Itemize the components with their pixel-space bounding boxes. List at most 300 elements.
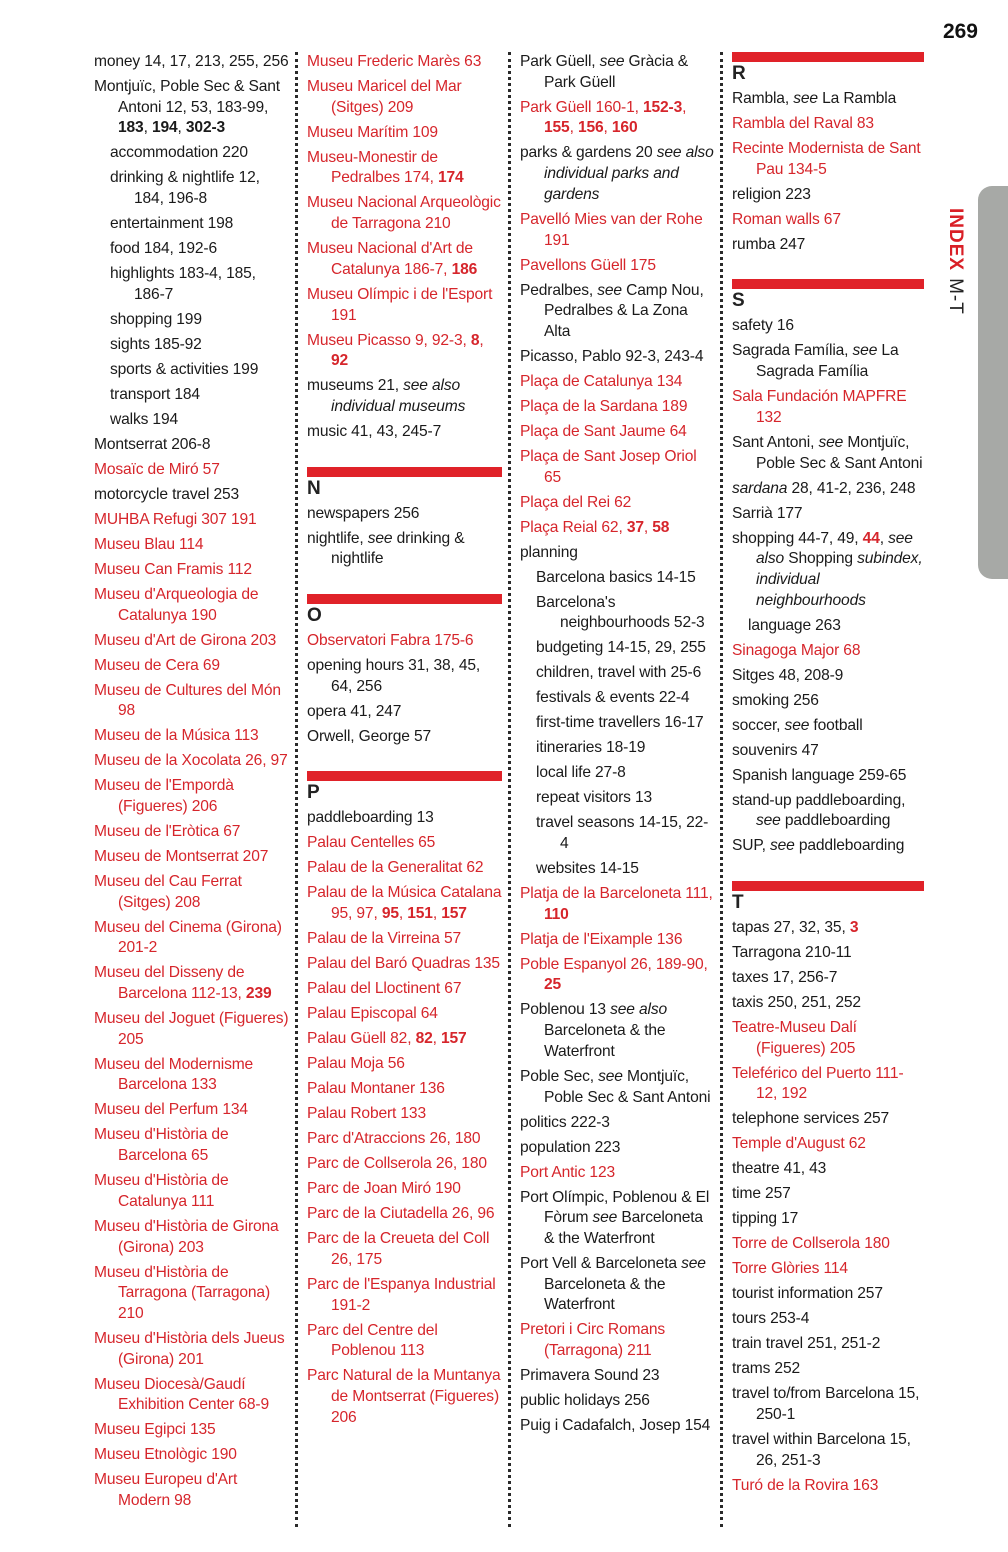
index-entry [520, 1138, 715, 1159]
index-entry [94, 1055, 289, 1096]
entry-text: Barceloneta & the Waterfront [544, 1209, 703, 1247]
entry-text: Sagrada Família, [732, 342, 853, 360]
section-header [732, 279, 924, 313]
index-entry [307, 1154, 502, 1175]
page-ref-bold: 37 [626, 518, 644, 536]
entry-text: Rambla, [732, 90, 794, 107]
entry-text: , [143, 119, 152, 137]
index-subentry [94, 264, 289, 305]
entry-text: Museu Egipci 135 [94, 1421, 216, 1439]
entry-text: Museu d'Història de Catalunya 111 [94, 1172, 229, 1210]
page-ref-bold: 186 [451, 260, 478, 278]
page-ref-bold: 155 [544, 119, 570, 137]
index-entry [520, 1000, 715, 1062]
entry-text: 183 [118, 119, 144, 137]
entry-text: Museu Blau 114 [94, 535, 204, 553]
index-entry [732, 641, 924, 662]
entry-text: trams 252 [732, 1360, 800, 1378]
index-entry [94, 460, 289, 481]
index-entry [94, 776, 289, 817]
column-divider [295, 52, 298, 1527]
entry-text: travel seasons 14-15, 22-4 [536, 814, 709, 853]
index-subentry [520, 663, 715, 684]
entry-text: Parc de l'Espanya Industrial 191-2 [307, 1275, 496, 1314]
entry-text: museums 21, [307, 377, 404, 395]
entry-text: see [784, 716, 810, 734]
entry-text: Montjuïc, Poble Sec & Sant Antoni 12, 53, 183-99, [94, 78, 280, 116]
index-entry [732, 791, 924, 832]
entry-text: Teleférico del Puerto 111-12, 192 [732, 1064, 904, 1103]
column-divider [508, 52, 511, 1527]
page-ref-bold: 239 [245, 985, 272, 1003]
entry-text: Museu Olímpic i de l'Esport 191 [307, 285, 493, 324]
index-entry [94, 681, 289, 722]
entry-text: Gràcia & Park Güell [544, 53, 689, 91]
index-entry [732, 89, 924, 110]
index-entry [94, 1470, 289, 1511]
index-subentry [94, 360, 289, 381]
index-entry [732, 316, 924, 337]
entry-text: Montserrat 206-8 [94, 435, 211, 453]
entry-text: , [879, 529, 889, 547]
index-entry [520, 143, 715, 205]
index-subentry [520, 688, 715, 709]
index-entry [94, 1375, 289, 1416]
index-entry [732, 993, 924, 1014]
page-number: 269 [942, 20, 978, 43]
entry-text: travel within Barcelona 15, 26, 251-3 [732, 1431, 911, 1469]
entry-text: taxis 250, 251, 252 [732, 994, 861, 1012]
entry-text: , [177, 119, 186, 137]
entry-text: Barceloneta & the Waterfront [544, 1022, 666, 1060]
index-entry [307, 529, 502, 570]
index-entry [307, 285, 502, 326]
index-entry [520, 281, 715, 343]
entry-text: Sitges 48, 208-9 [732, 666, 844, 684]
index-entry [520, 397, 715, 418]
entry-text: websites 14-15 [536, 860, 639, 878]
entry-text: Palau Montaner 136 [307, 1080, 445, 1098]
index-entry [732, 836, 924, 857]
index-entry [307, 883, 502, 924]
entry-text: Museu del Disseny de Barcelona 112-13, [94, 964, 246, 1003]
page-ref-bold: 156 [577, 119, 604, 137]
entry-text: Museu Picasso 9, 92-3, [307, 331, 471, 349]
index-entry [732, 1134, 924, 1155]
index-subentry [94, 310, 289, 331]
index-subentry [520, 813, 715, 854]
index-entry [732, 504, 924, 525]
entry-text: Sant Antoni, [732, 433, 819, 451]
index-entry [94, 1125, 289, 1166]
entry-text: children, travel with 25-6 [536, 664, 702, 682]
index-entry [94, 1217, 289, 1258]
section-rule [732, 52, 924, 62]
entry-text: stand-up paddleboarding, [732, 791, 906, 809]
entry-text: Pavellons Güell 175 [520, 256, 656, 274]
entry-text: Poble Sec, [520, 1067, 599, 1085]
entry-text: Palau Episcopal 64 [307, 1005, 438, 1023]
entry-text: Museu del Cau Ferrat (Sitges) 208 [94, 872, 242, 911]
column-divider [720, 52, 723, 1527]
index-entry [520, 1113, 715, 1134]
entry-text: Primavera Sound 23 [520, 1367, 660, 1385]
entry-text: Museu Etnològic 190 [94, 1446, 237, 1464]
index-entry [307, 1129, 502, 1150]
index-entry [307, 504, 502, 525]
entry-text: Plaça de la Sardana 189 [520, 397, 688, 415]
section-header [307, 467, 502, 501]
entry-text: see [852, 342, 878, 360]
entry-text: Plaça Reial 62, [520, 518, 627, 536]
index-subentry [520, 638, 715, 659]
section-rule [732, 279, 924, 289]
entry-text: Parc del Centre del Poblenou 113 [307, 1321, 438, 1360]
entry-text: see [597, 281, 622, 299]
entry-text: Museu Diocesà/Gaudí Exhibition Center 68-9 [94, 1375, 269, 1414]
entry-text: Park Güell 160-1, [520, 98, 643, 116]
index-entry [520, 256, 715, 277]
entry-text: Museu d'Història de Tarragona (Tarragona) 210 [94, 1263, 271, 1322]
index-subentry [520, 593, 715, 634]
section-header [732, 52, 924, 86]
index-entry [94, 1171, 289, 1212]
entry-text: see [756, 812, 781, 830]
entry-text: , [398, 905, 408, 923]
index-entry [94, 1263, 289, 1325]
index-entry [94, 1329, 289, 1370]
entry-text: planning [520, 543, 578, 561]
entry-text: Museu del Perfum 134 [94, 1101, 248, 1119]
entry-text: Montjuïc, Poble Sec & Sant Antoni [544, 1067, 711, 1106]
index-entry [732, 666, 924, 687]
index-entry [520, 1067, 715, 1108]
entry-text: Park Güell, [520, 53, 600, 70]
page-ref-bold: 151 [407, 905, 433, 923]
entry-text: see also individual parks and gardens [544, 144, 714, 203]
entry-text: La Rambla [817, 90, 897, 107]
entry-text: Tarragona 210-11 [732, 944, 852, 962]
index-subentry [94, 214, 289, 235]
entry-text: Palau Centelles 65 [307, 834, 436, 852]
entry-text: Palau de la Música Catalana 95, 97, [307, 884, 502, 923]
entry-text: sports & activities 199 [110, 360, 259, 378]
entry-text: Parc Natural de la Muntanya de Montserrat (Figueres) 206 [307, 1367, 501, 1426]
entry-text: Museu de Cultures del Món 98 [94, 681, 281, 720]
entry-text: 28, 41-2, 236, 248 [787, 479, 916, 497]
entry-text: sardana [732, 479, 788, 497]
entry-text: La Sagrada Família [756, 342, 899, 381]
index-subentry [94, 143, 289, 164]
index-entry [307, 193, 502, 234]
entry-text: drinking & nightlife [331, 529, 465, 568]
entry-text: tourist information 257 [732, 1285, 883, 1303]
entry-text: see [592, 1209, 618, 1227]
entry-text: Puig i Cadafalch, Josep 154 [520, 1417, 711, 1435]
entry-text: Sarrià 177 [732, 504, 803, 522]
index-entry [307, 1079, 502, 1100]
entry-text: Torre Glòries 114 [732, 1260, 848, 1278]
entry-text: Teatre-Museu Dalí (Figueres) 205 [732, 1019, 857, 1057]
index-entry [520, 1188, 715, 1250]
entry-text: subindex, individual neighbourhoods [756, 550, 923, 609]
index-entry [732, 529, 924, 612]
index-entry [94, 847, 289, 868]
entry-text: Platja de l'Eixample 136 [520, 930, 683, 948]
index-entry [732, 387, 924, 428]
index-entry [307, 1229, 502, 1270]
index-entry [732, 968, 924, 989]
index-entry [520, 955, 715, 996]
index-entry [520, 1320, 715, 1361]
index-entry [732, 1209, 924, 1230]
section-header [732, 881, 924, 915]
index-entry [94, 435, 289, 456]
section-letter: N [307, 477, 321, 499]
entry-text: tours 253-4 [732, 1310, 810, 1328]
entry-text: Museu d'Arqueologia de Catalunya 190 [94, 585, 259, 624]
section-rule [307, 467, 502, 477]
entry-text: Museu del Modernisme Barcelona 133 [94, 1055, 254, 1094]
index-entry [520, 1416, 715, 1437]
entry-text: Palau Moja 56 [307, 1055, 405, 1073]
entry-text: Museu de la Xocolata 26, 97 [94, 752, 288, 770]
index-subentry [520, 738, 715, 759]
entry-text: Parc de Collserola 26, 180 [307, 1155, 487, 1173]
index-entry [307, 1004, 502, 1025]
index-entry [307, 858, 502, 879]
entry-text: paddleboarding 13 [307, 809, 434, 827]
entry-text: smoking 256 [732, 691, 819, 709]
index-entry [520, 1366, 715, 1387]
entry-text: Plaça de Catalunya 134 [520, 372, 683, 390]
section-rule [307, 771, 502, 781]
entry-text: shopping 44-7, 49, [732, 529, 863, 547]
entry-text: Pavelló Mies van der Rohe 191 [520, 210, 703, 249]
index-entry [732, 1384, 924, 1425]
index-subentry [94, 385, 289, 406]
entry-text: Plaça de Sant Jaume 64 [520, 422, 687, 440]
entry-text: parks & gardens 20 [520, 144, 657, 162]
index-entry [732, 139, 924, 180]
index-entry [94, 535, 289, 556]
index-subentry [94, 239, 289, 260]
entry-text: nightlife, [307, 529, 368, 547]
entry-text: drinking & nightlife 12, 184, 196-8 [110, 169, 260, 208]
index-entry [94, 1445, 289, 1466]
entry-text: Palau Güell 82, [307, 1030, 416, 1048]
index-column-3 [520, 52, 715, 1441]
entry-text: itineraries 18-19 [536, 739, 646, 757]
index-entry [307, 422, 502, 443]
entry-text: Platja de la Barceloneta 111, [520, 885, 713, 903]
entry-text: 302-3 [185, 119, 226, 137]
index-entry [307, 808, 502, 829]
entry-text: Torre de Collserola 180 [732, 1235, 890, 1253]
entry-text: theatre 41, 43 [732, 1160, 827, 1178]
page-ref-bold: 25 [544, 976, 562, 994]
entry-text: festivals & events 22-4 [536, 689, 690, 707]
section-header [307, 771, 502, 805]
index-entry [732, 114, 924, 135]
entry-text: see [599, 53, 625, 70]
entry-text: , [603, 119, 612, 137]
side-thumb-tab [978, 186, 1008, 579]
index-label: INDEX [945, 208, 966, 272]
index-entry [94, 52, 289, 73]
index-entry [307, 239, 502, 280]
index-entry [307, 77, 502, 118]
entry-text: safety 16 [732, 317, 794, 335]
entry-text: Museu d'Història de Barcelona 65 [94, 1126, 229, 1165]
index-entry [520, 1254, 715, 1316]
entry-text: Museu de Montserrat 207 [94, 847, 269, 865]
index-entry [520, 543, 715, 564]
entry-text: see also [756, 529, 913, 568]
index-entry [732, 341, 924, 382]
index-entry [307, 702, 502, 723]
entry-text: sights 185-92 [110, 335, 202, 353]
entry-text: repeat visitors 13 [536, 789, 653, 807]
entry-text: SUP, [732, 837, 770, 855]
entry-text: MUHBA Refugi 307 191 [94, 510, 257, 528]
entry-text: Museu Frederic Marès 63 [307, 53, 482, 70]
index-entry [732, 741, 924, 762]
entry-text: Museu Marítim 109 [307, 123, 438, 141]
entry-text: public holidays 256 [520, 1392, 650, 1410]
entry-text: Barceloneta & the Waterfront [544, 1275, 666, 1314]
index-entry [520, 447, 715, 488]
index-entry [307, 656, 502, 697]
entry-text: Museu-Monestir de Pedralbes 174, [307, 148, 438, 187]
entry-text: Palau del Baró Quadras 135 [307, 955, 500, 973]
index-column-2 [307, 52, 502, 1433]
index-entry [732, 1109, 924, 1130]
entry-text: Sinagoga Major 68 [732, 641, 861, 659]
entry-text: Temple d'August 62 [732, 1135, 866, 1153]
index-entry [520, 422, 715, 443]
entry-text: Parc de Joan Miró 190 [307, 1180, 461, 1198]
index-entry [732, 716, 924, 737]
index-entry [94, 822, 289, 843]
entry-text: telephone services 257 [732, 1110, 890, 1128]
index-entry [94, 77, 289, 139]
entry-text: souvenirs 47 [732, 741, 819, 759]
entry-text: Parc de la Ciutadella 26, 96 [307, 1205, 495, 1223]
page-ref-bold: 44 [862, 529, 880, 547]
entry-text: Parc d'Atraccions 26, 180 [307, 1130, 481, 1148]
entry-text: travel to/from Barcelona 15, 250-1 [732, 1385, 920, 1424]
entry-text: Palau de la Generalitat 62 [307, 859, 484, 877]
entry-text: Camp Nou, Pedralbes & La Zona Alta [544, 281, 704, 340]
index-entry [732, 766, 924, 787]
index-subentry [732, 616, 924, 637]
index-entry [732, 1234, 924, 1255]
entry-text: walks 194 [110, 410, 178, 428]
index-entry [307, 727, 502, 748]
entry-text: see [793, 90, 818, 107]
entry-text: Museu Maricel del Mar (Sitges) 209 [307, 78, 462, 116]
entry-text: , [432, 905, 442, 923]
entry-text: budgeting 14-15, 29, 255 [536, 639, 706, 657]
index-entry [307, 1179, 502, 1200]
index-entry [94, 485, 289, 506]
entry-text: , [479, 331, 484, 349]
page-ref-bold: 82 [415, 1030, 433, 1048]
index-entry [520, 210, 715, 251]
entry-text: transport 184 [110, 385, 200, 403]
entry-text: , [569, 119, 578, 137]
page-ref-bold: 8 [470, 331, 480, 349]
entry-text: Sala Fundación MAPFRE 132 [732, 388, 907, 426]
entry-text: Museu Nacional Arqueològic de Tarragona 210 [307, 194, 501, 233]
index-column-1 [94, 52, 289, 1516]
index-entry [94, 726, 289, 747]
index-subentry [520, 859, 715, 880]
index-entry [94, 656, 289, 677]
index-entry [94, 872, 289, 913]
index-entry [732, 1064, 924, 1105]
entry-text: Museu Can Framis 112 [94, 560, 252, 578]
index-entry [520, 52, 715, 93]
index-entry [307, 148, 502, 189]
index-entry [94, 1420, 289, 1441]
index-entry [732, 918, 924, 939]
entry-text: shopping 199 [110, 310, 202, 328]
entry-text: Museu del Joguet (Figueres) 205 [94, 1010, 289, 1048]
section-letter: O [307, 605, 322, 627]
index-entry [307, 979, 502, 1000]
entry-text: see also [610, 1001, 668, 1019]
entry-text: Museu del Cinema (Girona) 201-2 [94, 918, 282, 957]
index-entry [732, 1334, 924, 1355]
entry-text: Museu d'Art de Girona 203 [94, 631, 277, 649]
index-entry [520, 347, 715, 368]
entry-text: rumba 247 [732, 235, 806, 253]
entry-text: , [432, 1030, 441, 1048]
entry-text: Observatori Fabra 175-6 [307, 632, 474, 650]
page-ref-bold: 110 [544, 905, 569, 923]
page-ref-bold: 152-3 [642, 98, 683, 116]
index-entry [520, 518, 715, 539]
index-entry [307, 1321, 502, 1362]
index-entry [732, 433, 924, 474]
index-subentry [520, 568, 715, 589]
index-entry [732, 691, 924, 712]
entry-text: opera 41, 247 [307, 702, 402, 720]
page-ref-bold: 157 [441, 905, 467, 923]
index-subentry [520, 763, 715, 784]
entry-text: music 41, 43, 245-7 [307, 422, 442, 440]
entry-text: Turó de la Rovira 163 [732, 1476, 879, 1494]
index-entry [94, 751, 289, 772]
index-entry [307, 1204, 502, 1225]
entry-text: taxes 17, 256-7 [732, 969, 838, 987]
page-ref-bold: 58 [652, 518, 670, 536]
entry-text: Montjuïc, Poble Sec & Sant Antoni [756, 433, 923, 472]
entry-text: language 263 [748, 616, 841, 634]
entry-text: Pedralbes, [520, 281, 598, 299]
index-entry [307, 1104, 502, 1125]
index-entry [307, 52, 502, 73]
entry-text: Shopping [784, 550, 858, 568]
index-entry [520, 372, 715, 393]
entry-text: Poblenou 13 [520, 1001, 611, 1019]
entry-text: Palau del Lloctinent 67 [307, 980, 462, 998]
index-entry [307, 1029, 502, 1050]
entry-text: 194 [151, 119, 178, 137]
index-entry [732, 185, 924, 206]
